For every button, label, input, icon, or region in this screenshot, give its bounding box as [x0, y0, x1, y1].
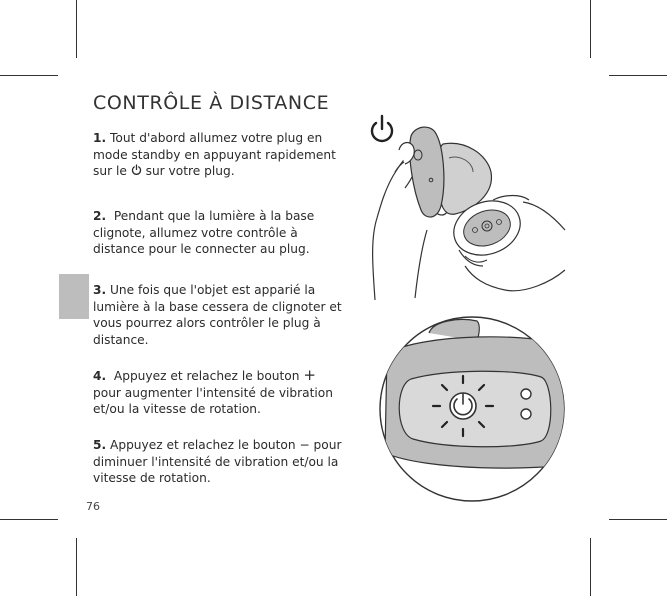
power-icon	[131, 164, 142, 176]
hands-device-illustration	[355, 110, 575, 300]
plus-icon: +	[303, 366, 316, 384]
page-title: CONTRÔLE À DISTANCE	[93, 92, 330, 114]
step-2: 2. Pendant que la lumière à la base clignote, allumez votre contrôle à distance pour le connecter au plug.	[93, 209, 319, 256]
crop-mark-bottom-right-vertical	[590, 538, 591, 596]
step-number: 1.	[93, 131, 107, 145]
plus-button[interactable]	[521, 389, 531, 399]
step-3: 3. Une fois que l'objet est apparié la lumière à la base cessera de clignoter et vous pourrez alors contrôler le plug à distance.	[93, 283, 342, 347]
step-number: 4.	[93, 369, 107, 383]
step-1: 1. Tout d'abord allumez votre plug en mode standby en appuyant rapidement sur le sur votre plug.	[93, 131, 336, 178]
plug-handle	[410, 127, 444, 217]
side-tab	[59, 274, 89, 319]
step-4: 4. Appuyez et relachez le bouton + pour augmenter l'intensité de vibration et/ou la vitesse de rotation.	[93, 366, 333, 416]
right-hand	[465, 266, 565, 291]
page-number: 76	[86, 500, 100, 513]
minus-button[interactable]	[521, 409, 531, 419]
remote-zoom-illustration	[367, 313, 577, 513]
crop-mark-bottom-left-horizontal	[0, 519, 58, 520]
crop-mark-top-left-horizontal	[0, 75, 58, 76]
power-icon	[372, 116, 392, 141]
step-number: 5.	[93, 438, 107, 452]
crop-mark-top-right-vertical	[590, 0, 591, 58]
step-number: 2.	[93, 209, 107, 223]
crop-mark-top-right-horizontal	[609, 75, 667, 76]
crop-mark-bottom-right-horizontal	[609, 519, 667, 520]
crop-mark-bottom-left-vertical	[76, 538, 77, 596]
step-number: 3.	[93, 283, 107, 297]
crop-mark-top-left-vertical	[76, 0, 77, 58]
step-5: 5. Appuyez et relachez le bouton − pour diminuer l'intensité de vibration et/ou la vitesse de rotation.	[93, 438, 342, 485]
